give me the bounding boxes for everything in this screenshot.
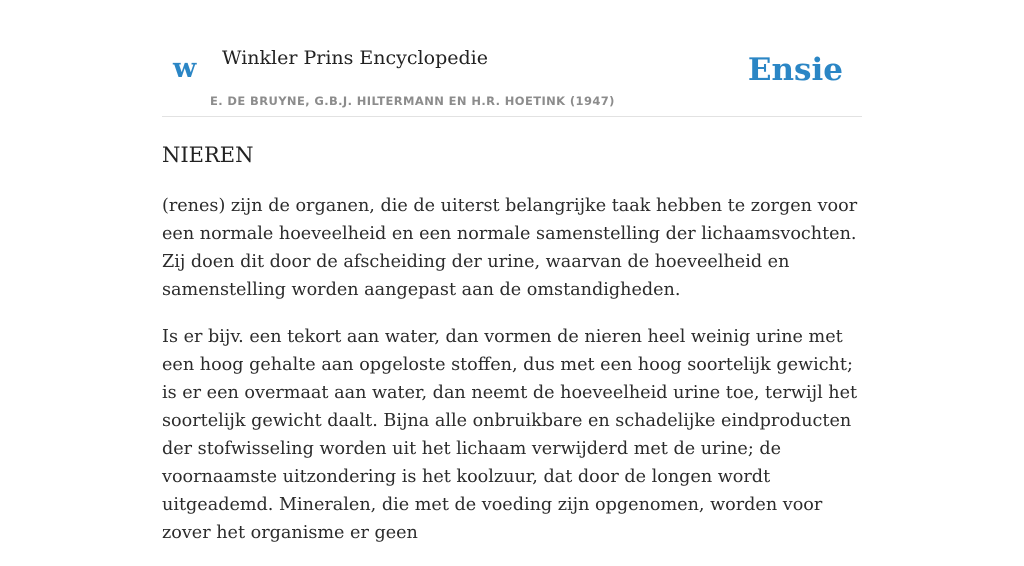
ensie-brand-logo[interactable]: Ensie (747, 52, 843, 88)
source-title[interactable]: Winkler Prins Encyclopedie (222, 47, 488, 69)
entry-title: NIEREN (162, 143, 254, 167)
winkler-prins-logo[interactable]: w (173, 53, 197, 84)
source-header (162, 0, 862, 117)
entry-paragraph: (renes) zijn de organen, die de uiterst belangrijke taak hebben te zorgen voor een normale hoeveelheid en een normale samenstelling der lichaamsvochten. Zij doen dit door de afscheiding der urine, waarvan de hoeveelheid en samenstelling worden aangepast aan de omstandigheden. (162, 196, 858, 300)
source-authors: E. DE BRUYNE, G.B.J. HILTERMANN EN H.R. HOETINK (1947) (210, 94, 615, 108)
article-page (162, 0, 862, 543)
entry-paragraph: Is er bijv. een tekort aan water, dan vormen de nieren heel weinig urine met een hoog gehalte aan opgeloste stoffen, dus met een hoog soortelijk gewicht; is er een overmaat aan water, dan neemt de hoeveelheid urine toe, terwijl het soortelijk gewicht daalt. Bijna alle onbruikbare en schadelijke eindproducten der stofwisseling worden uit het lichaam verwijderd met de urine; de voornaamste uitzondering is het koolzuur, dat door de longen wordt uitgeademd. Mineralen, die met de voeding zijn opgenomen, worden voor zover het organisme er geen (162, 327, 858, 543)
entry-body (162, 192, 862, 566)
